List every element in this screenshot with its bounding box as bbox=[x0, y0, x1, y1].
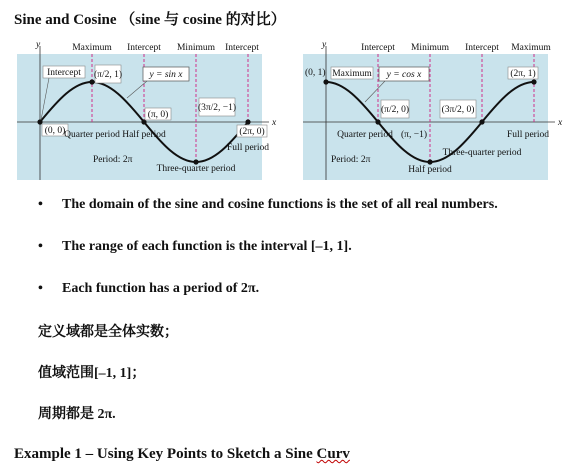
cosine-point-pi-label: (π, −1) bbox=[401, 130, 427, 140]
bullet-range-text: The range of each function is the interval [–1, 1]. bbox=[62, 239, 352, 254]
sine-label-intercept-top: Intercept bbox=[127, 43, 161, 53]
sine-tick-three-quarter: Three-quarter period bbox=[156, 164, 236, 174]
cosine-label-minimum: Minimum bbox=[410, 43, 450, 53]
cosine-tick-half: Half period bbox=[408, 165, 452, 175]
cosine-graph-panel bbox=[303, 38, 571, 180]
cosine-period-label: Period: 2π bbox=[331, 155, 371, 165]
cosine-start-point-label: (0, 1) bbox=[305, 68, 326, 78]
cosine-point-pi bbox=[427, 159, 432, 164]
bullet-dot-icon: • bbox=[38, 239, 43, 254]
sine-period-label: Period: 2π bbox=[93, 155, 133, 165]
cosine-half-pi-label: (π/2, 0) bbox=[380, 105, 410, 115]
cosine-label-max-left: Maximum bbox=[332, 69, 372, 79]
cosine-x-axis-label: x bbox=[558, 118, 563, 128]
sine-end-point-label: (2π, 0) bbox=[239, 127, 265, 137]
cosine-tick-three-quarter: Three-quarter period bbox=[442, 148, 522, 158]
sine-min-point-label: (3π/2, −1) bbox=[197, 103, 237, 113]
sine-tick-quarter: Quarter period bbox=[64, 130, 120, 140]
example-heading-text: Example 1 – Using Key Points to Sketch a Sine bbox=[14, 446, 317, 462]
cosine-3half-pi-label: (3π/2, 0) bbox=[441, 105, 475, 115]
cosine-point-3half-pi bbox=[479, 119, 484, 124]
cosine-label-intercept: Intercept bbox=[361, 43, 395, 53]
sine-label-minimum: Minimum bbox=[176, 43, 216, 53]
cosine-tick-full: Full period bbox=[507, 130, 549, 140]
example-heading-spellcheck-word[interactable]: Curv bbox=[316, 446, 350, 462]
sine-tick-half: Half period bbox=[122, 130, 166, 140]
bullet-period-text: Each function has a period of 2π. bbox=[62, 281, 260, 296]
cn-line-period: 周期都是 2π. bbox=[38, 407, 116, 422]
sine-graph-panel bbox=[17, 38, 285, 180]
bullet-period bbox=[38, 281, 259, 297]
sine-y-axis-label: y bbox=[36, 40, 41, 50]
sine-label-intercept: Intercept bbox=[47, 68, 81, 78]
cosine-tick-quarter: Quarter period bbox=[337, 130, 393, 140]
bullet-range bbox=[38, 239, 352, 255]
bullet-dot-icon: • bbox=[38, 197, 43, 212]
cn-line-range: 值域范围[–1, 1]； bbox=[38, 366, 146, 381]
sine-tick-full: Full period bbox=[227, 143, 269, 153]
bullet-dot-icon: • bbox=[38, 281, 43, 296]
bullet-domain-text: The domain of the sine and cosine functions is the set of all real numbers. bbox=[62, 197, 498, 212]
cosine-label-intercept-2: Intercept bbox=[465, 43, 499, 53]
cosine-label-maximum: Maximum bbox=[511, 43, 551, 53]
sine-point-max bbox=[89, 79, 94, 84]
cosine-point-half-pi bbox=[375, 119, 380, 124]
bullet-domain bbox=[38, 197, 498, 213]
sine-label-intercept-right: Intercept bbox=[225, 43, 259, 53]
cosine-point-end bbox=[531, 79, 536, 84]
sine-label-maximum: Maximum bbox=[72, 43, 112, 53]
cosine-end-point-label: (2π, 1) bbox=[510, 69, 536, 79]
cosine-equation-label: y = cos x bbox=[386, 70, 422, 80]
page-title: Sine and Cosine （sine 与 cosine 的对比） bbox=[14, 12, 286, 28]
sine-max-point-label: (π/2, 1) bbox=[93, 70, 123, 80]
sine-origin-label: (0, 0) bbox=[44, 126, 66, 136]
sine-x-axis-label: x bbox=[272, 118, 277, 128]
cosine-point-start bbox=[323, 79, 328, 84]
sine-point-end bbox=[245, 119, 250, 124]
sine-point-pi-label: (π, 0) bbox=[147, 110, 169, 120]
sine-equation-label: y = sin x bbox=[149, 70, 183, 80]
example-heading bbox=[14, 446, 350, 463]
cosine-y-axis-label: y bbox=[322, 40, 327, 50]
cn-line-domain: 定义域都是全体实数； bbox=[38, 325, 178, 340]
